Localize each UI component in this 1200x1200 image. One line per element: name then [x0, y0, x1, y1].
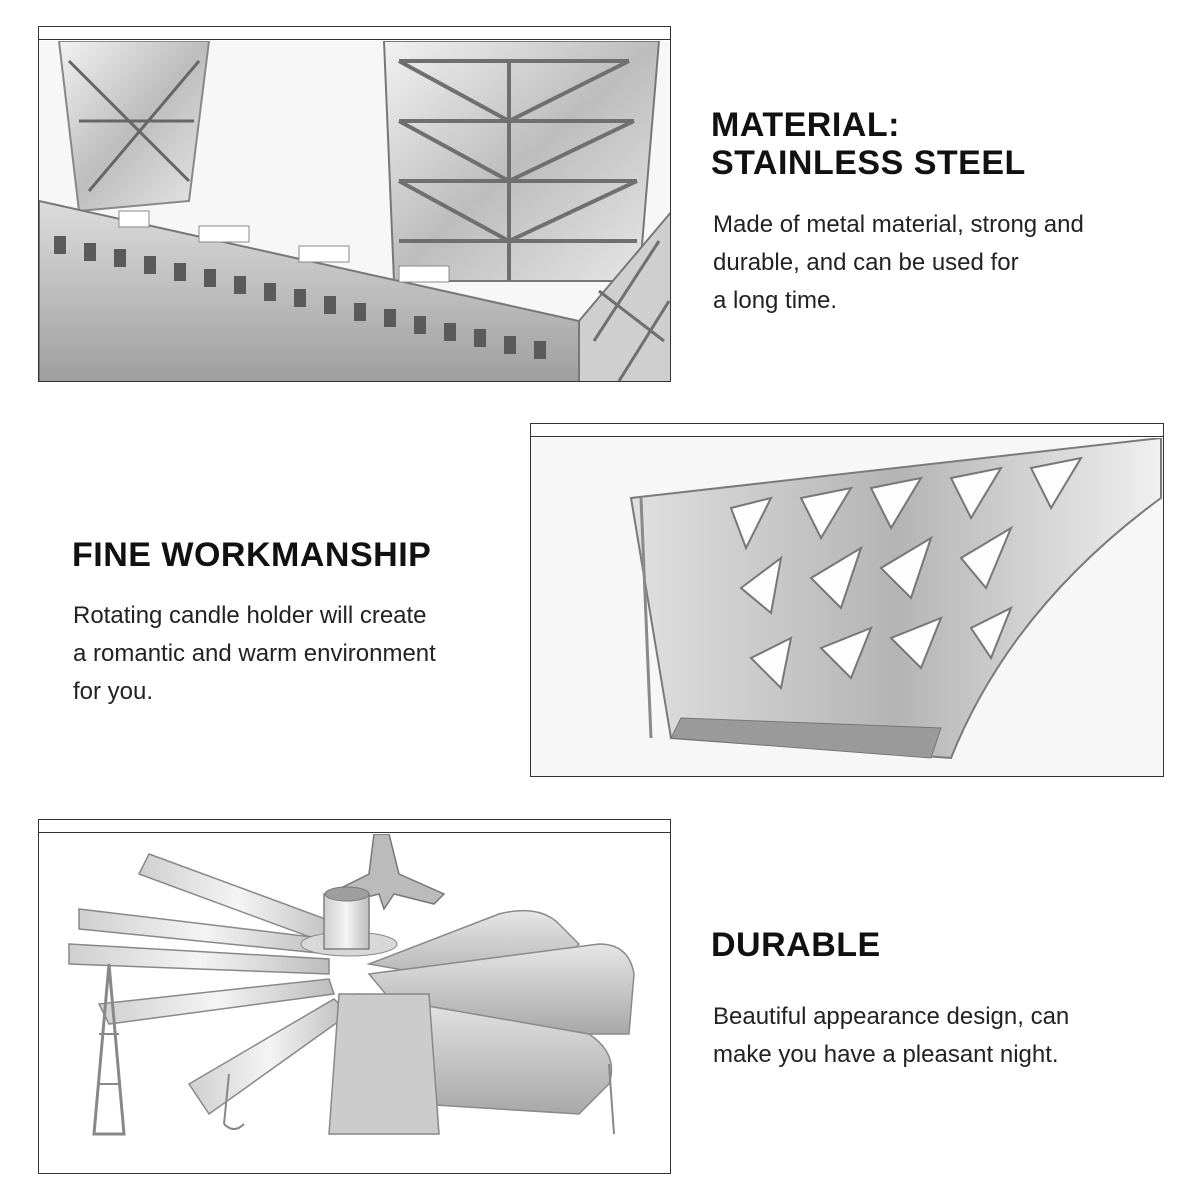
heading-line: MATERIAL:: [711, 106, 900, 144]
section-body-durable: [713, 998, 1069, 1074]
frame-top-rule: [39, 39, 670, 40]
body-line: Made of metal material, strong and: [713, 211, 1084, 238]
body-line: durable, and can be used for: [713, 249, 1019, 276]
frame-top-rule: [531, 436, 1163, 437]
body-line: for you.: [73, 678, 154, 705]
tower-base-photo-illustration: [39, 41, 671, 382]
frame-top-rule: [39, 832, 670, 833]
section-heading-workmanship: [72, 536, 431, 574]
section-heading-durable: [711, 926, 881, 964]
section-body-workmanship: [73, 597, 436, 711]
body-line: a romantic and warm environment: [73, 640, 436, 667]
photo-frame-material: [38, 26, 671, 382]
heading-line: STAINLESS STEEL: [711, 144, 1026, 182]
body-line: make you have a pleasant night.: [713, 1041, 1059, 1068]
section-body-material: [713, 206, 1084, 320]
photo-frame-workmanship: [530, 423, 1164, 777]
body-line: a long time.: [713, 287, 838, 314]
heading-line: FINE WORKMANSHIP: [72, 536, 432, 574]
candle-holder-photo-illustration: [39, 834, 671, 1174]
heading-line: DURABLE: [711, 926, 881, 964]
tower-leg-photo-illustration: [531, 438, 1164, 777]
body-line: Beautiful appearance design, can: [713, 1003, 1070, 1030]
photo-frame-durable: [38, 819, 671, 1174]
body-line: Rotating candle holder will create: [73, 602, 427, 629]
section-heading-material: [711, 106, 1026, 182]
